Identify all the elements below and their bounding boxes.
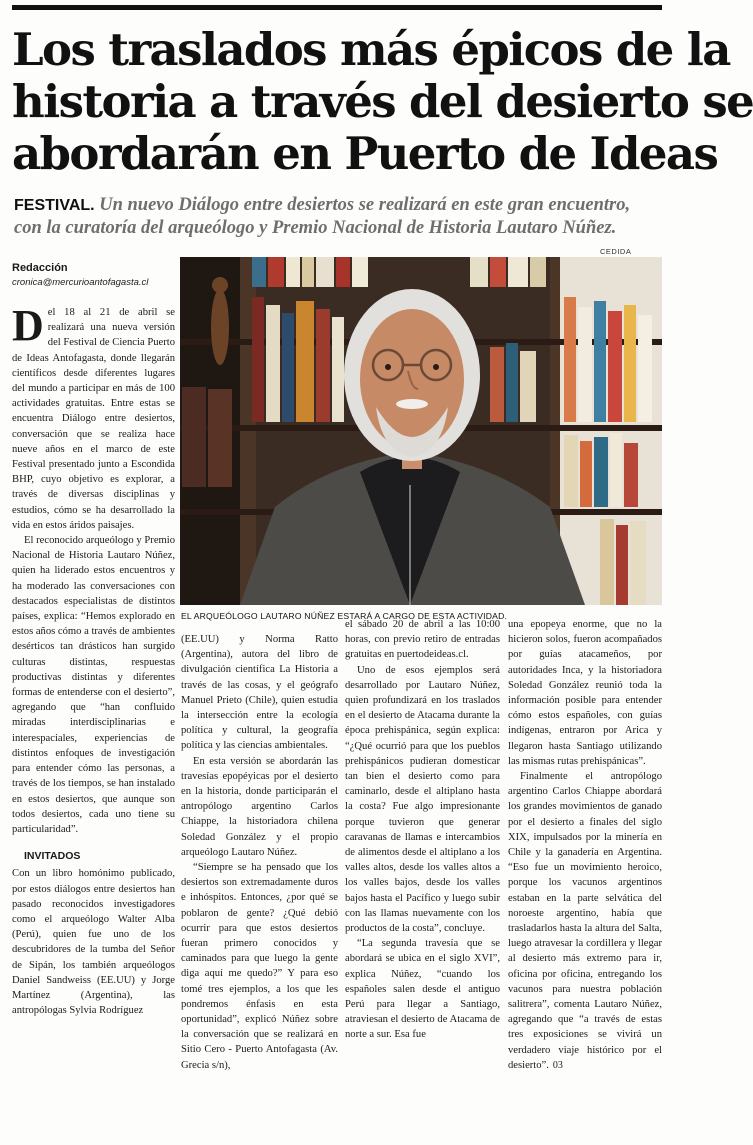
article-paragraph: el sábado 20 de abril a las 10:00 horas, con previo retiro de entradas gratuitas en puertodeideas.cl. [345, 619, 500, 661]
article-paragraph: Uno de esos ejemplos será desarrollado por Lautaro Núñez, quien profundizará en los traslados en el desierto de Atacama durante la época prehispánica, según explica: “¿Qué ocurrió para que los pueblos prehispánicos pudieran domesticar tan bien el desierto como para caminarlo, desde el altiplano hasta la costa? Fue algo impresionante porque tuvieron que generar caravanas de llamas e intercambios de alimentos desde el altiplano a los valles altos, desde los valles altos a los valles bajos, desde los valles bajos hasta el Pacífico y luego subir con las llamas nuevamente con los productos de la costa”, concluye. [345, 664, 500, 935]
headline-line: historia a través del desierto se [12, 75, 753, 128]
headline-line: abordarán en Puerto de Ideas [12, 127, 718, 180]
article-paragraph [508, 769, 662, 1073]
article-paragraph: El reconocido arqueólogo y Premio Nacional de Historia Lautaro Núñez, quien ha liderado estos encuentros y ha moderado las conversaciones con destacados especialistas de distintos países, explica: “Hemos explorado en estos años cómo a través de ambientes desérticos tan drásticos han surgido culturas distintas, respuestas productivas distintas y diferentes formas de entenderse con el desierto”, agregando que “han confluido miradas interdisciplinarias e interespaciales, experiencias de distintos enfoques de investigación para entender cómo las personas, a través de los tiempos, se han instalado en estos desiertos, que aunque son todos desiertos, cada uno tiene su particularidad”. [12, 535, 175, 835]
article-column-2 [181, 632, 338, 1073]
portrait-photo [180, 257, 662, 605]
article-paragraph: Con un libro homónimo publicado, por estos diálogos entre desiertos han pasado reconocidos investigadores como el arqueólogo Walter Alba (Perú), quien fue uno de los descubridores de la tumba del Señor de Sipán, los también arqueólogos Daniel Sandweiss (EE.UU) y Jorge Martínez (Argentina), las antropólogas Sylvia Rodríguez [12, 868, 175, 1017]
top-rule [12, 5, 662, 10]
portrait-illustration [180, 257, 662, 605]
deck-line: con la curatoría del arqueólogo y Premio Nacional de Historia Lautaro Núñez. [14, 218, 617, 238]
headline-line: Los traslados más épicos de la [12, 23, 730, 76]
section-tag: FESTIVAL. [14, 197, 95, 214]
section-subhead: INVITADOS [24, 850, 81, 863]
article-column-4 [508, 617, 662, 1073]
photo-caption: EL ARQUEÓLOGO LAUTARO NÚÑEZ ESTARÁ A CARGO DE ESTA ACTIVIDAD. [181, 611, 508, 621]
article-paragraph: En esta versión se abordarán las travesías epopéyicas por el desierto en la historia, donde participarán el antropólogo argentino Carlos Chiappe, la historiadora chilena Soledad González y el propio arqueólogo Lautaro Núñez. [181, 755, 338, 858]
drop-cap: D [12, 301, 44, 350]
author-email: cronica@mercurioantofagasta.cl [12, 277, 149, 288]
end-mark: 03 [552, 1059, 563, 1071]
article-paragraph [12, 301, 175, 533]
article-column-3 [345, 617, 500, 1043]
photo-credit: CEDIDA [600, 247, 632, 256]
deck-line: Un nuevo Diálogo entre desiertos se realizará en este gran encuentro, [99, 195, 631, 215]
article-column-1 [12, 301, 175, 1018]
article-paragraph: (EE.UU) y Norma Ratto (Argentina), autora del libro de divulgación científica La Historia a través de las cosas, y el geógrafo Manuel Prieto (Chile), quien estudia la intersección entre la ecología política y cultural, la geografía política y las ciencias ambientales. [181, 634, 338, 752]
paragraph-text: Finalmente el antropólogo argentino Carlos Chiappe abordará los grandes movimientos de ganado por el desierto a finales del siglo XIX, impulsados por la minería en Chile y la ganadería en Argentina. “Eso fue un movimiento heroico, porque los vacunos argentinos estaban en la parte selvática del noroeste argentino, había que trasladarlos hasta la altura del Salta, luego atravesar la cordillera y llegar al desierto más extremo para ir, oficina por oficina, entregando los vacunos para nuestra población salitrera”, comenta Lautaro Núñez, agregando que “a través de estas tres exposiciones se vivirá un verdadero viaje histórico por el desierto”. [508, 771, 662, 1071]
deck [14, 194, 662, 240]
paragraph-text: el 18 al 21 de abril se realizará una nueva versión del Festival de Ciencia Puerto de Ideas Antofagasta, donde llegarán científicos desde diferentes lugares del mundo a participar en más de 100 actividades gratuitas. Entre estas se encuentra Diálogo entre desiertos, conversación que se realiza hace nueve años en el marco de este Festival presentado junto a Escondida BHP, cuyo objetivo es explorar, a través de diversas disciplinas y estudios, cómo se ha desarrollado la vida en estos áridos paisajes. [12, 307, 175, 531]
byline [12, 262, 174, 288]
article-paragraph: una epopeya enorme, que no la hicieron solos, fueron acompañados por guías atacameños, por autoridades Inca, y la historiadora Soledad González reunió toda la información posible para entender cómo estos españoles, con guías indígenas, entraron por Arica y llegaron hasta Santiago utilizando las mismas rutas prehispánicas”. [508, 619, 662, 767]
headline [12, 23, 753, 180]
author-name: Redacción [12, 262, 68, 274]
article-paragraph: “La segunda travesía que se abordará se ubica en el siglo XVI”, explica Núñez, “cuando los españoles salen desde el antiguo Perú para llegar a Santiago, atraviesan el desierto de Atacama de norte a sur. Esa fue [345, 938, 500, 1041]
article-paragraph: “Siempre se ha pensado que los desiertos son extremadamente duros e inhóspitos. Entonces, ¿por qué se poblaron de gente? ¿Qué debió ocurrir para que estos desiertos fueran primero conocidos y caminados para que luego la gente diga aquí me quedo?” Y para eso tomé tres ejemplos, a los que les pondremos énfasis en esta oportunidad”, explicó Núñez sobre la conversación que se realizará en Sitio Cero - Puerto Antofagasta (Av. Grecia s/n), [181, 862, 338, 1071]
